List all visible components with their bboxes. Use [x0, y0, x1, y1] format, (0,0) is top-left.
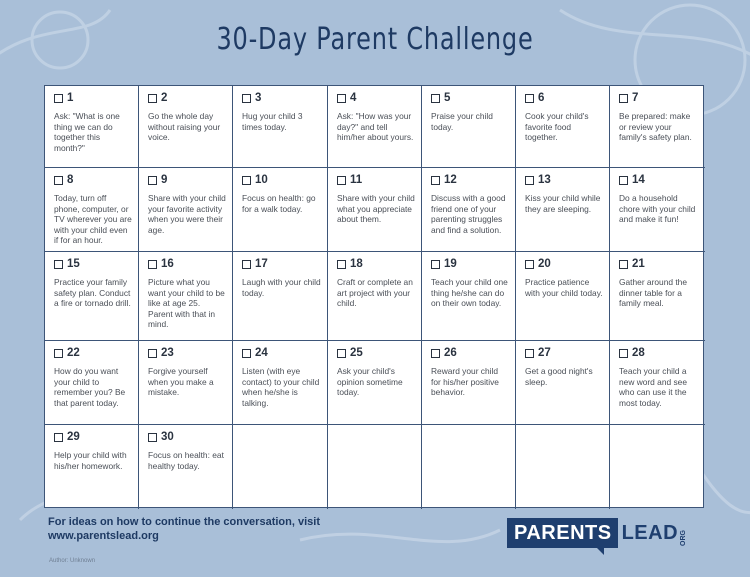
day-header — [242, 90, 321, 106]
day-header — [54, 345, 132, 361]
day-number: 14 — [632, 174, 645, 186]
checkbox[interactable] — [148, 260, 157, 269]
day-cell — [139, 252, 233, 341]
day-header — [242, 345, 321, 361]
day-cell — [233, 341, 328, 425]
day-task-text: Share with your child your favorite activity when you were their age. — [148, 193, 226, 235]
day-header — [619, 256, 699, 272]
day-header — [54, 172, 132, 188]
day-header — [148, 172, 226, 188]
day-task-text: Listen (with eye contact) to your child when he/she is talking. — [242, 366, 320, 408]
checkbox[interactable] — [431, 176, 440, 185]
day-number: 6 — [538, 92, 545, 104]
day-task-text: Praise your child today. — [431, 111, 493, 132]
day-header — [148, 345, 226, 361]
day-number: 5 — [444, 92, 451, 104]
logo-lead: LEAD — [621, 522, 679, 544]
day-task-text: Teach your child a new word and see who can use it the most today. — [619, 366, 687, 408]
checkbox[interactable] — [242, 349, 251, 358]
checkbox[interactable] — [242, 94, 251, 103]
day-task-text: Get a good night's sleep. — [525, 366, 593, 387]
day-cell — [233, 86, 328, 168]
day-task-text: Share with your child what you appreciate about them. — [337, 193, 415, 225]
day-header — [54, 90, 132, 106]
day-header — [525, 172, 603, 188]
checkbox[interactable] — [148, 176, 157, 185]
day-header — [337, 90, 415, 106]
day-number: 17 — [255, 258, 268, 270]
day-number: 24 — [255, 347, 268, 359]
footer-ideas-text: For ideas on how to continue the conversation, visit www.parentslead.org — [48, 516, 320, 542]
checkbox[interactable] — [431, 260, 440, 269]
day-task-text: Forgive yourself when you make a mistake. — [148, 366, 214, 398]
day-task-text: Hug your child 3 times today. — [242, 111, 303, 132]
day-number: 28 — [632, 347, 645, 359]
empty-cell — [328, 425, 422, 509]
day-cell — [328, 168, 422, 252]
day-header — [431, 256, 509, 272]
checkbox[interactable] — [431, 94, 440, 103]
day-task-text: Ask: "What is one thing we can do together this month?" — [54, 111, 120, 153]
day-cell — [139, 86, 233, 168]
checkbox[interactable] — [148, 349, 157, 358]
checkbox[interactable] — [337, 260, 346, 269]
day-header — [337, 172, 415, 188]
day-number: 2 — [161, 92, 168, 104]
checkbox[interactable] — [619, 260, 628, 269]
logo-org: ORG — [680, 530, 688, 546]
day-task-text: Craft or complete an art project with your child. — [337, 277, 413, 309]
day-number: 23 — [161, 347, 174, 359]
day-cell — [45, 168, 139, 252]
day-header — [242, 256, 321, 272]
day-header — [242, 172, 321, 188]
day-number: 4 — [350, 92, 357, 104]
day-task-text: Cook your child's favorite food together. — [525, 111, 589, 143]
day-task-text: Practice your family safety plan. Conduct a fire or tornado drill. — [54, 277, 131, 309]
logo-parents: PARENTS — [507, 518, 618, 548]
day-cell — [422, 168, 516, 252]
checkbox[interactable] — [54, 260, 63, 269]
day-number: 16 — [161, 258, 174, 270]
day-cell — [610, 168, 705, 252]
page-title: 30-Day Parent Challenge — [216, 22, 534, 57]
day-cell — [422, 341, 516, 425]
checkbox[interactable] — [148, 94, 157, 103]
day-cell — [45, 425, 139, 509]
day-number: 3 — [255, 92, 262, 104]
day-number: 21 — [632, 258, 645, 270]
checkbox[interactable] — [337, 349, 346, 358]
checkbox[interactable] — [525, 260, 534, 269]
day-cell — [516, 86, 610, 168]
day-number: 7 — [632, 92, 639, 104]
day-task-text: Do a household chore with your child and make it fun! — [619, 193, 696, 225]
day-cell — [516, 341, 610, 425]
day-number: 12 — [444, 174, 457, 186]
checkbox[interactable] — [54, 176, 63, 185]
challenge-calendar-grid — [44, 85, 704, 508]
day-cell — [422, 252, 516, 341]
day-header — [54, 256, 132, 272]
day-cell — [422, 86, 516, 168]
day-task-text: Discuss with a good friend one of your parenting struggles and find a solution. — [431, 193, 506, 235]
day-task-text: Ask: "How was your day?" and tell him/her about yours. — [337, 111, 414, 143]
day-number: 20 — [538, 258, 551, 270]
day-cell — [610, 86, 705, 168]
day-cell — [45, 252, 139, 341]
day-cell — [610, 341, 705, 425]
checkbox[interactable] — [148, 433, 157, 442]
day-task-text: How do you want your child to remember you? Be that parent today. — [54, 366, 126, 408]
day-task-text: Be prepared: make or review your family's safety plan. — [619, 111, 692, 143]
author-credit: Author: Unknown — [49, 558, 96, 564]
day-task-text: Help your child with his/her homework. — [54, 450, 127, 471]
checkbox[interactable] — [619, 94, 628, 103]
day-header — [54, 429, 132, 445]
day-header — [619, 90, 699, 106]
day-cell — [328, 86, 422, 168]
empty-cell — [610, 425, 705, 509]
day-number: 25 — [350, 347, 363, 359]
day-cell — [139, 425, 233, 509]
day-header — [431, 90, 509, 106]
day-header — [148, 256, 226, 272]
day-cell — [139, 341, 233, 425]
day-number: 1 — [67, 92, 74, 104]
day-header — [337, 345, 415, 361]
day-number: 11 — [350, 174, 363, 186]
day-header — [525, 345, 603, 361]
day-task-text: Focus on health: go for a walk today. — [242, 193, 316, 214]
checkbox[interactable] — [242, 176, 251, 185]
day-header — [431, 345, 509, 361]
day-header — [148, 90, 226, 106]
checkbox[interactable] — [54, 94, 63, 103]
checkbox[interactable] — [242, 260, 251, 269]
day-number: 19 — [444, 258, 457, 270]
day-header — [525, 90, 603, 106]
day-task-text: Teach your child one thing he/she can do on their own today. — [431, 277, 508, 309]
day-number: 8 — [67, 174, 74, 186]
day-number: 26 — [444, 347, 457, 359]
day-header — [148, 429, 226, 445]
day-number: 10 — [255, 174, 268, 186]
day-number: 30 — [161, 431, 174, 443]
day-number: 27 — [538, 347, 551, 359]
day-header — [431, 172, 509, 188]
day-header — [619, 345, 699, 361]
day-cell — [328, 252, 422, 341]
day-task-text: Laugh with your child today. — [242, 277, 321, 298]
parents-lead-logo — [507, 518, 687, 552]
checkbox[interactable] — [337, 176, 346, 185]
day-task-text: Ask your child's opinion sometime today. — [337, 366, 403, 398]
day-number: 15 — [67, 258, 80, 270]
day-cell — [139, 168, 233, 252]
checkbox[interactable] — [54, 349, 63, 358]
empty-cell — [516, 425, 610, 509]
day-cell — [516, 252, 610, 341]
day-task-text: Today, turn off phone, computer, or TV wherever you are with your child even if for an hour. — [54, 193, 132, 246]
day-cell — [45, 341, 139, 425]
day-header — [525, 256, 603, 272]
day-cell — [516, 168, 610, 252]
day-task-text: Practice patience with your child today. — [525, 277, 603, 298]
checkbox[interactable] — [619, 176, 628, 185]
day-number: 13 — [538, 174, 551, 186]
day-cell — [45, 86, 139, 168]
day-number: 29 — [67, 431, 80, 443]
day-task-text: Focus on health: eat healthy today. — [148, 450, 224, 471]
empty-cell — [233, 425, 328, 509]
day-header — [337, 256, 415, 272]
day-number: 22 — [67, 347, 80, 359]
empty-cell — [422, 425, 516, 509]
day-number: 9 — [161, 174, 168, 186]
checkbox[interactable] — [525, 94, 534, 103]
day-task-text: Reward your child for his/her positive behavior. — [431, 366, 499, 398]
day-number: 18 — [350, 258, 363, 270]
checkbox[interactable] — [54, 433, 63, 442]
checkbox[interactable] — [337, 94, 346, 103]
day-cell — [233, 168, 328, 252]
checkbox[interactable] — [619, 349, 628, 358]
day-cell — [610, 252, 705, 341]
day-task-text: Go the whole day without raising your voice. — [148, 111, 221, 143]
day-header — [619, 172, 699, 188]
checkbox[interactable] — [525, 176, 534, 185]
day-cell — [328, 341, 422, 425]
checkbox[interactable] — [525, 349, 534, 358]
day-task-text: Kiss your child while they are sleeping. — [525, 193, 601, 214]
day-cell — [233, 252, 328, 341]
day-task-text: Gather around the dinner table for a family meal. — [619, 277, 687, 309]
day-task-text: Picture what you want your child to be like at age 25. Parent with that in mind. — [148, 277, 225, 330]
checkbox[interactable] — [431, 349, 440, 358]
